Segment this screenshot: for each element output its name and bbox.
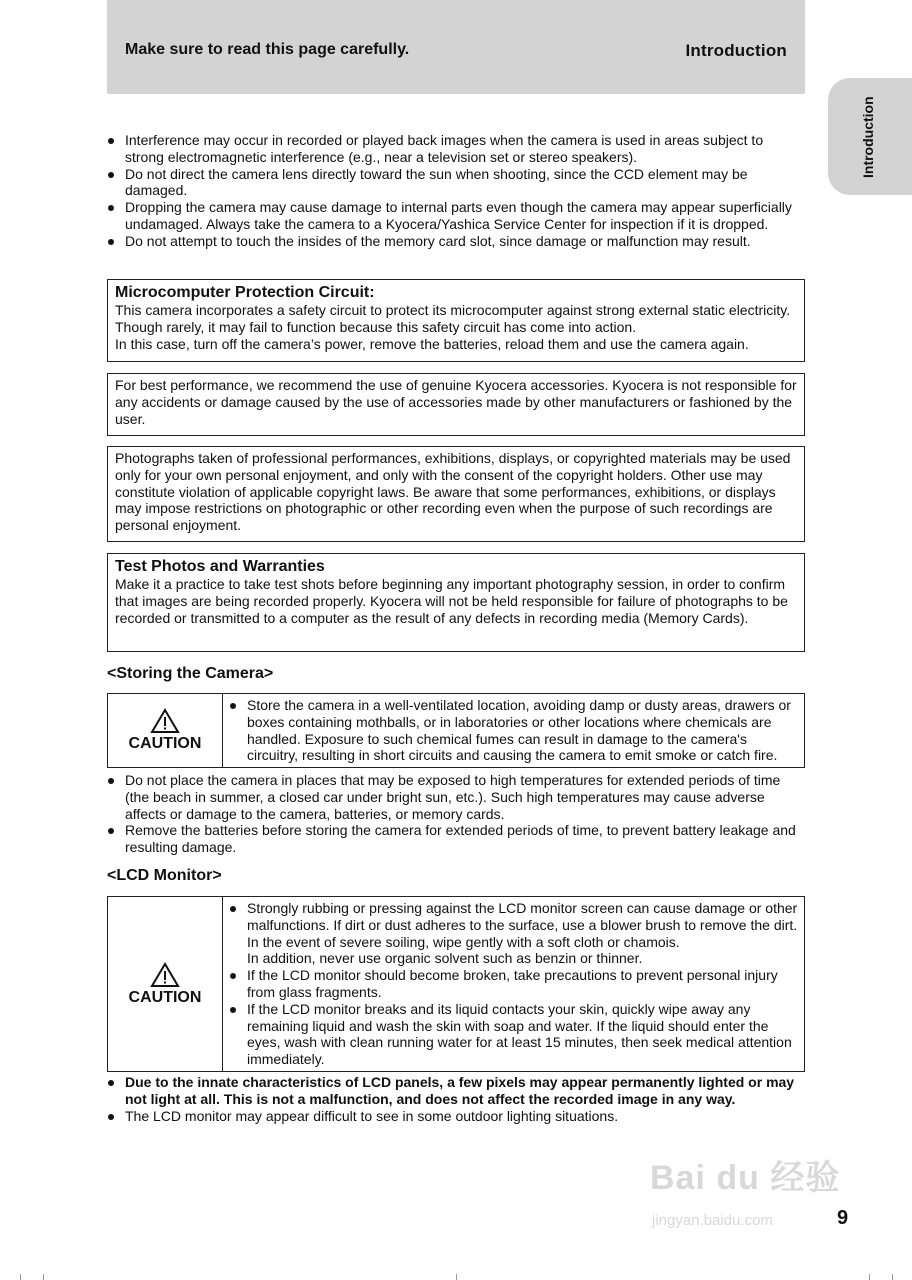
list-item: Do not place the camera in places that may be exposed to high temperatures for extended periods of time (the beach in summer, a closed car under bright sun, etc.). Such high temperatures may cause adverse affects or damage to the camera, batteries, or memory cards.	[107, 772, 805, 822]
bullet-icon	[108, 778, 114, 784]
list-item: Store the camera in a well-ventilated location, avoiding damp or dusty areas, drawers or boxes containing mothballs, or in laboratories or other locations where chemicals are handled. Exposure to such chemical fumes can result in damage to the camera's circuitry, resulting in short circuits and causing the camera to emit smoke or catch fire.	[229, 697, 798, 764]
storing-bullet-list	[107, 772, 805, 856]
lcd-section-title: <LCD Monitor>	[107, 867, 222, 884]
box-text: This camera incorporates a safety circuit to protect its microcomputer against strong external static electricity. Though rarely, it may fail to function because this safety circuit has come into action.	[115, 302, 791, 335]
caution-label: CAUTION	[128, 988, 202, 1006]
caution-text-cell	[223, 694, 805, 768]
side-section-tab	[828, 78, 912, 195]
copyright-notice-box	[107, 446, 805, 542]
list-item: Do not attempt to touch the insides of the memory card slot, since damage or malfunction may result.	[107, 233, 805, 250]
header-note: Make sure to read this page carefully.	[125, 41, 410, 58]
crop-mark	[869, 1274, 870, 1280]
box-title: Test Photos and Warranties	[115, 558, 325, 575]
list-item: Interference may occur in recorded or played back images when the camera is used in areas subject to strong electromagnetic interference (e.g., near a television set or stereo speakers).	[107, 132, 805, 166]
crop-mark	[892, 1274, 893, 1280]
bullet-icon	[108, 1080, 114, 1086]
caution-text-cell	[223, 897, 805, 1072]
page-number: 9	[837, 1207, 849, 1229]
bullet-icon	[230, 703, 236, 709]
bullet-icon	[230, 906, 236, 912]
accessories-notice-box	[107, 373, 805, 436]
watermark-url: jingyan.baidu.com	[652, 1212, 773, 1229]
list-item: If the LCD monitor should become broken, take precautions to prevent personal injury from glass fragments.	[229, 967, 798, 1001]
bullet-icon	[108, 1114, 114, 1120]
intro-bullet-list	[107, 132, 805, 250]
warning-triangle-icon	[150, 962, 180, 988]
watermark-logo: Bai du 经验	[650, 1159, 841, 1197]
list-item: Due to the innate characteristics of LCD panels, a few pixels may appear permanently lighted or may not light at all. This is not a malfunction, and does not affect the recorded image in any way.	[107, 1074, 805, 1108]
bullet-icon	[230, 1007, 236, 1013]
caution-label: CAUTION	[128, 735, 202, 753]
box-text: In this case, turn off the camera’s power, remove the batteries, reload them and use the camera again.	[115, 335, 749, 352]
crop-mark	[20, 1274, 21, 1280]
list-item: Do not direct the camera lens directly toward the sun when shooting, since the CCD element may be damaged.	[107, 166, 805, 200]
lcd-caution-table	[107, 896, 805, 1072]
crop-mark	[456, 1274, 457, 1280]
bullet-icon	[230, 973, 236, 979]
storing-caution-table	[107, 693, 805, 768]
box-text: Photographs taken of professional performances, exhibitions, displays, or copyrighted materials may be used only for your own personal enjoyment, and only with the consent of the copyright holders. Other use may constitute violation of applicable copyright laws. Be aware that some performances, exhibitions, or displays may impose restrictions on photographic or other recording even when the purpose of such recordings are personal enjoyment.	[115, 450, 791, 534]
bullet-icon	[108, 172, 114, 178]
caution-cell	[108, 897, 223, 1072]
bullet-icon	[108, 138, 114, 144]
lcd-bullet-list	[107, 1074, 805, 1124]
list-item: The LCD monitor may appear difficult to see in some outdoor lighting situations.	[107, 1108, 805, 1125]
page-header	[107, 0, 805, 94]
storing-section-title: <Storing the Camera>	[107, 665, 274, 682]
list-item: If the LCD monitor breaks and its liquid contacts your skin, quickly wipe away any remaining liquid and wash the skin with soap and water. If the liquid should enter the eyes, wash with clean running water for at least 15 minutes, then seek medical attention immediately.	[229, 1001, 798, 1068]
warning-triangle-icon	[150, 708, 180, 734]
caution-cell	[108, 694, 223, 768]
list-item: Strongly rubbing or pressing against the LCD monitor screen can cause damage or other malfunctions. If dirt or dust adheres to the surface, use a blower brush to remove the dirt. In the event of severe soiling, wipe gently with a soft cloth or chamois. In addition, never use organic solvent such as benzin or thinner.	[229, 900, 798, 967]
header-section-title: Introduction	[685, 41, 787, 60]
test-photos-warranties-box	[107, 553, 805, 652]
side-tab-label: Introduction	[860, 96, 876, 178]
microcomputer-protection-box	[107, 279, 805, 362]
box-text: For best performance, we recommend the use of genuine Kyocera accessories. Kyocera is not responsible for any accidents or damage caused by the use of accessories made by other manufacturers or fashioned by the user.	[115, 377, 797, 427]
bullet-icon	[108, 205, 114, 211]
bullet-icon	[108, 828, 114, 834]
list-item: Remove the batteries before storing the camera for extended periods of time, to prevent battery leakage and resulting damage.	[107, 822, 805, 856]
box-title: Microcomputer Protection Circuit:	[115, 284, 375, 301]
box-text: Make it a practice to take test shots before beginning any important photography session, in order to confirm that images are being recorded properly. Kyocera will not be held responsible for failure of photographs to be recorded or transmitted to a computer as the result of any defects in recording media (Memory Cards).	[115, 576, 788, 626]
bullet-icon	[108, 239, 114, 245]
list-item: Dropping the camera may cause damage to internal parts even though the camera may appear superficially undamaged. Always take the camera to a Kyocera/Yashica Service Center for inspection if it is dropped.	[107, 199, 805, 233]
crop-mark	[43, 1274, 44, 1280]
